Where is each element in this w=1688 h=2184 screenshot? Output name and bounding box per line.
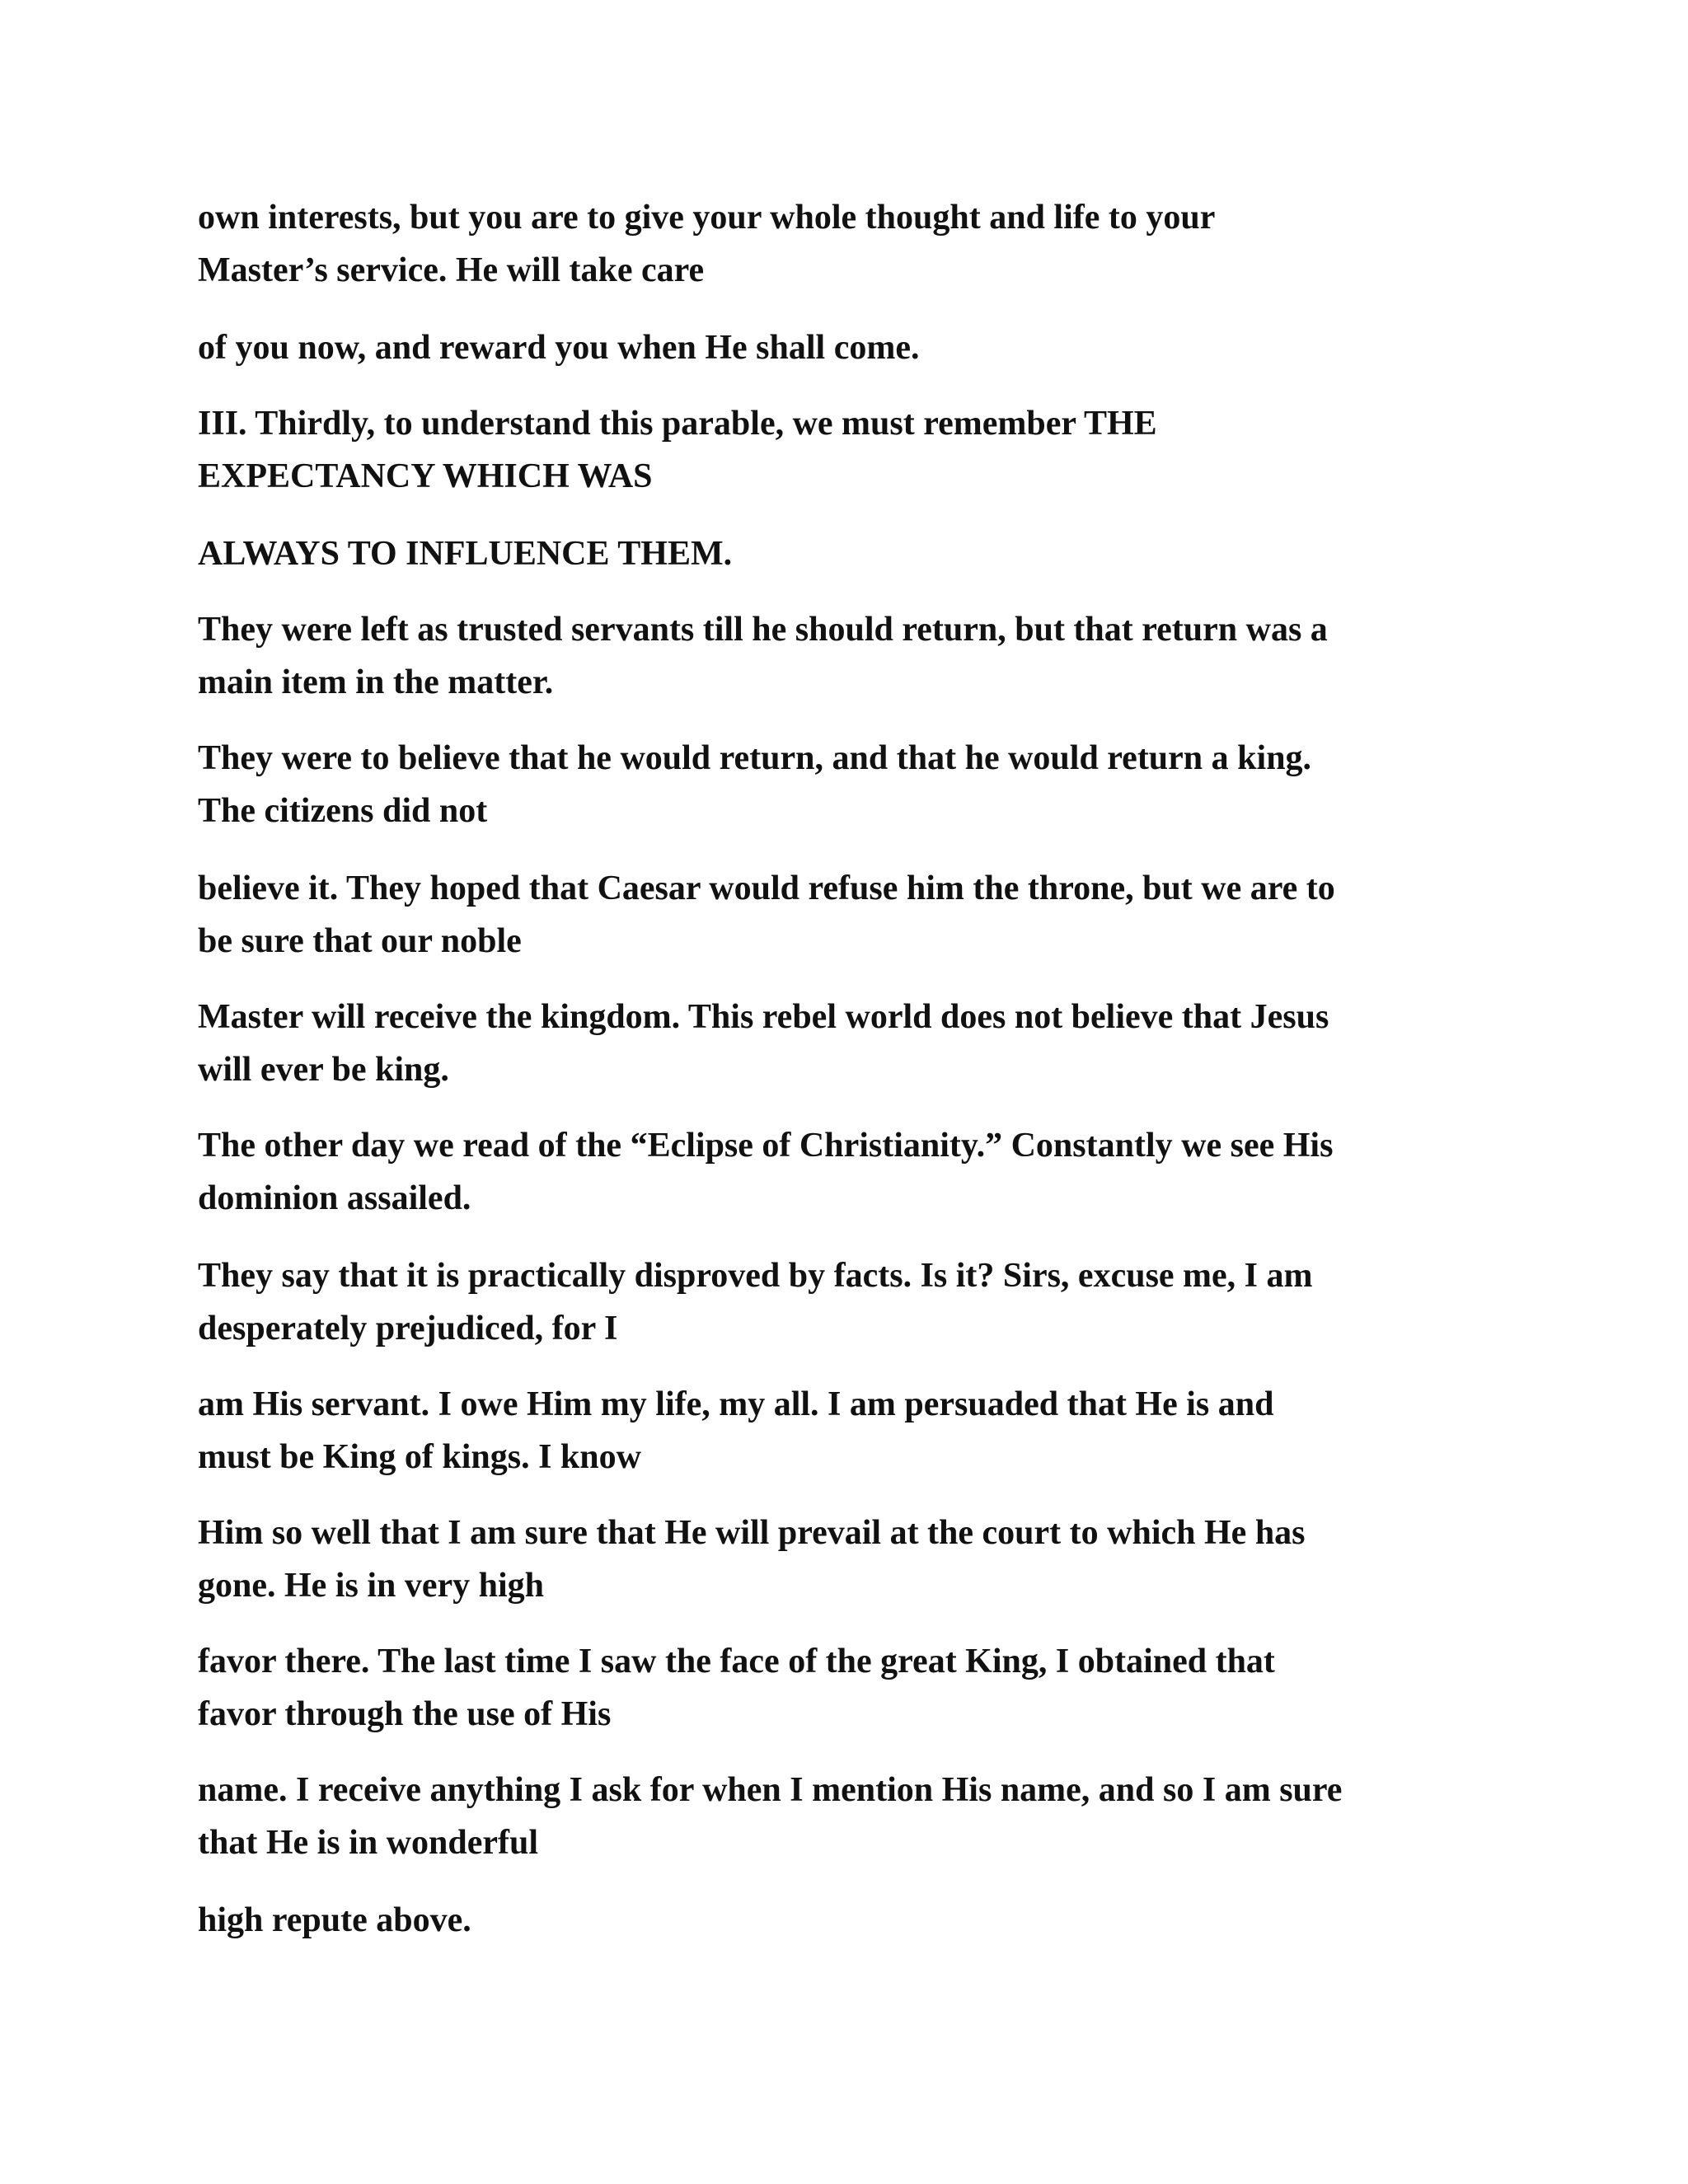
paragraph-6: [198, 732, 1533, 837]
text-line: dominion assailed.: [198, 1179, 471, 1217]
text-line: Him so well that I am sure that He will prevail at the court to which He has: [198, 1514, 1306, 1552]
paragraph-10: [198, 1249, 1533, 1355]
paragraph-14: [198, 1764, 1533, 1869]
text-line: that He is in wonderful: [198, 1824, 539, 1862]
text-line: believe it. They hoped that Caesar would refuse him the throne, but we are to: [198, 869, 1335, 907]
text-line: They were left as trusted servants till he should return, but that return was a: [198, 611, 1328, 649]
text-line: The citizens did not: [198, 792, 488, 830]
paragraph-11: [198, 1378, 1533, 1483]
text-line: will ever be king.: [198, 1051, 449, 1089]
text-line: of you now, and reward you when He shall come.: [198, 329, 920, 367]
text-line: name. I receive anything I ask for when I mention His name, and so I am sure: [198, 1771, 1343, 1809]
paragraph-15: [198, 1894, 1533, 1947]
text-line: Master’s service. He will take care: [198, 251, 705, 289]
paragraph-1: [198, 191, 1533, 297]
paragraph-12: [198, 1507, 1533, 1612]
text-line: own interests, but you are to give your whole thought and life to your: [198, 199, 1216, 237]
paragraph-2: [198, 321, 1533, 374]
text-line: They were to believe that he would return, and that he would return a king.: [198, 739, 1312, 777]
text-line: be sure that our noble: [198, 922, 522, 960]
paragraph-4: [198, 527, 1533, 580]
paragraph-8: [198, 991, 1533, 1096]
text-line: favor through the use of His: [198, 1695, 612, 1733]
text-line: III. Thirdly, to understand this parable, we must remember THE: [198, 405, 1157, 443]
paragraph-13: [198, 1635, 1533, 1741]
text-line: main item in the matter.: [198, 663, 554, 701]
text-line: desperately prejudiced, for I: [198, 1310, 618, 1347]
text-line: Master will receive the kingdom. This rebel world does not believe that Jesus: [198, 998, 1329, 1036]
paragraph-7: [198, 862, 1533, 968]
paragraph-3: [198, 397, 1533, 503]
text-line: The other day we read of the “Eclipse of Christianity.” Constantly we see His: [198, 1127, 1334, 1165]
text-line: EXPECTANCY WHICH WAS: [198, 457, 653, 495]
text-line: ALWAYS TO INFLUENCE THEM.: [198, 535, 733, 573]
text-line: am His servant. I owe Him my life, my all. I am persuaded that He is and: [198, 1385, 1274, 1423]
paragraph-5: [198, 603, 1533, 709]
text-line: must be King of kings. I know: [198, 1438, 641, 1476]
text-line: high repute above.: [198, 1901, 471, 1939]
text-line: favor there. The last time I saw the face of the great King, I obtained that: [198, 1643, 1275, 1680]
text-line: They say that it is practically disproved by facts. Is it? Sirs, excuse me, I am: [198, 1257, 1313, 1295]
paragraph-9: [198, 1119, 1533, 1225]
text-line: gone. He is in very high: [198, 1567, 545, 1605]
